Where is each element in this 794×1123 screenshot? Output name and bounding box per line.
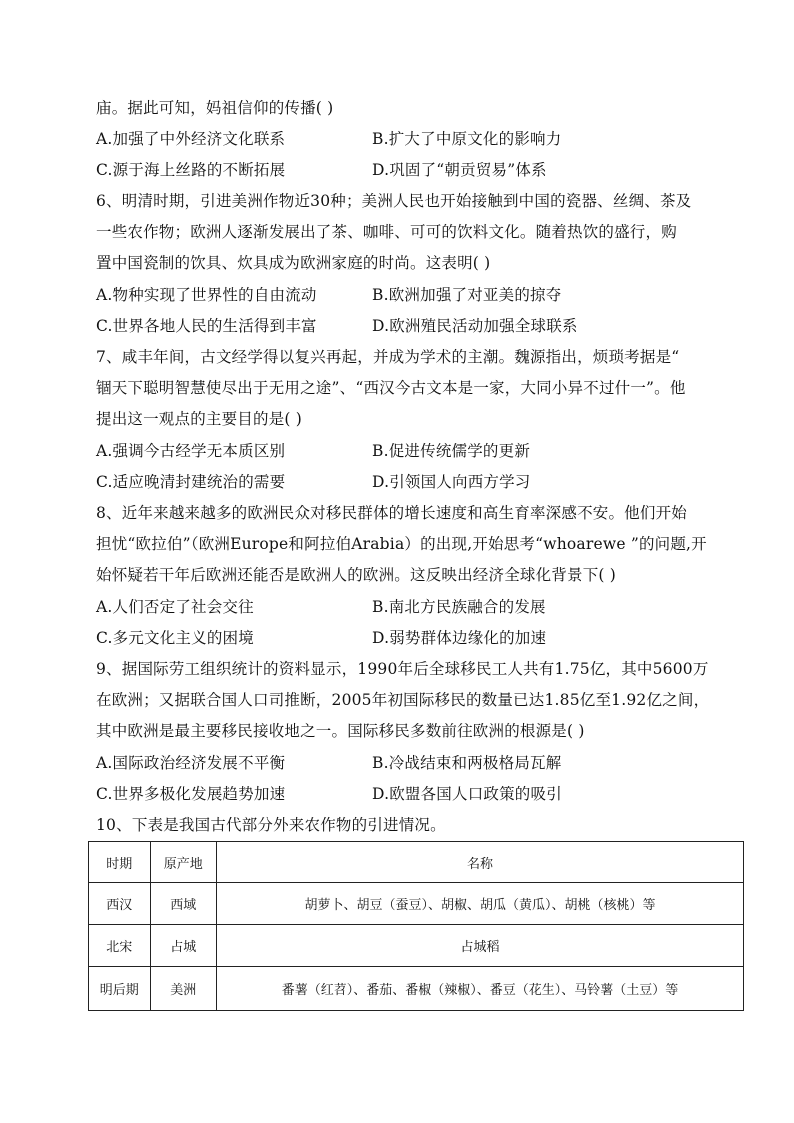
q7-option-c: C.适应晚清封建统治的需要 xyxy=(96,473,286,491)
cell-crop-names: 番薯（红苕）、番茄、番椒（辣椒）、番豆（花生）、马铃薯（土豆）等 xyxy=(216,967,743,1011)
header-period: 时期 xyxy=(89,842,151,883)
q5-option-c: C.源于海上丝路的不断拓展 xyxy=(96,161,286,179)
q5-option-d: D.巩固了“朝贡贸易”体系 xyxy=(372,161,547,179)
q5-option-b: B.扩大了中原文化的影响力 xyxy=(372,130,562,148)
cell-period: 北宋 xyxy=(89,925,151,967)
table-header-row xyxy=(89,842,744,883)
q8-option-c: C.多元文化主义的困境 xyxy=(96,629,254,647)
q8-option-d: D.弱势群体边缘化的加速 xyxy=(372,629,547,647)
header-name: 名称 xyxy=(216,842,743,883)
table-row xyxy=(89,925,744,967)
crops-table xyxy=(88,841,744,1011)
q7-option-d: D.引领国人向西方学习 xyxy=(372,473,531,491)
cell-period: 明后期 xyxy=(89,967,151,1011)
q9-stem-line-1: 9、据国际劳工组织统计的资料显示，1990年后全球移民工人共有1.75亿，其中5600万 xyxy=(96,660,709,678)
q7-option-a: A.强调今古经学无本质区别 xyxy=(96,442,286,460)
q6-option-a: A.物种实现了世界性的自由流动 xyxy=(96,286,317,304)
q8-option-b: B.南北方民族融合的发展 xyxy=(372,598,546,616)
q5-option-a: A.加强了中外经济文化联系 xyxy=(96,130,286,148)
cell-crop-names: 胡萝卜、胡豆（蚕豆）、胡椒、胡瓜（黄瓜）、胡桃（核桃）等 xyxy=(216,883,743,925)
q8-stem-line-1: 8、近年来越来越多的欧洲民众对移民群体的增长速度和高生育率深感不安。他们开始 xyxy=(96,504,687,522)
q7-stem-line-1: 7、咸丰年间，古文经学得以复兴再起，并成为学术的主潮。魏源指出，烦琐考据是“ xyxy=(96,348,680,366)
q10-stem: 10、下表是我国古代部分外来农作物的引进情况。 xyxy=(96,816,446,834)
q6-option-d: D.欧洲殖民活动加强全球联系 xyxy=(372,317,578,335)
table-row xyxy=(89,967,744,1011)
q9-option-d: D.欧盟各国人口政策的吸引 xyxy=(372,785,562,803)
q7-option-b: B.促进传统儒学的更新 xyxy=(372,442,531,460)
table-row xyxy=(89,883,744,925)
cell-origin: 占城 xyxy=(150,925,216,967)
q7-stem-line-3: 提出这一观点的主要目的是( ) xyxy=(96,410,303,428)
q6-stem-line-3: 置中国瓷制的饮具、炊具成为欧洲家庭的时尚。这表明( ) xyxy=(96,254,491,272)
header-origin: 原产地 xyxy=(150,842,216,883)
cell-origin: 西域 xyxy=(150,883,216,925)
cell-origin: 美洲 xyxy=(150,967,216,1011)
cell-period: 西汉 xyxy=(89,883,151,925)
q9-option-c: C.世界多极化发展趋势加速 xyxy=(96,785,286,803)
q9-stem-line-3: 其中欧洲是最主要移民接收地之一。国际移民多数前往欧洲的根源是( ) xyxy=(96,722,585,740)
q6-option-b: B.欧洲加强了对亚美的掠夺 xyxy=(372,286,562,304)
q6-stem-line-1: 6、明清时期，引进美洲作物近30种；美洲人民也开始接触到中国的瓷器、丝绸、茶及 xyxy=(96,192,692,210)
q6-option-c: C.世界各地人民的生活得到丰富 xyxy=(96,317,317,335)
q8-stem-line-3: 始怀疑若干年后欧洲还能否是欧洲人的欧洲。这反映出经济全球化背景下( ) xyxy=(96,566,617,584)
q8-option-a: A.人们否定了社会交往 xyxy=(96,598,254,616)
q9-stem-line-2: 在欧洲；又据联合国人口司推断，2005年初国际移民的数量已达1.85亿至1.92亿之间， xyxy=(96,691,710,709)
q5-stem: 庙。据此可知，妈祖信仰的传播( ) xyxy=(96,99,334,117)
q8-stem-line-2: 担忧“欧拉伯”（欧洲Europe和阿拉伯Arabia）的出现,开始思考“whoarewe ”的问题,开 xyxy=(96,535,707,553)
q6-stem-line-2: 一些农作物；欧洲人逐渐发展出了茶、咖啡、可可的饮料文化。随着热饮的盛行，购 xyxy=(96,223,677,241)
q9-option-a: A.国际政治经济发展不平衡 xyxy=(96,754,286,772)
cell-crop-names: 占城稻 xyxy=(216,925,743,967)
q7-stem-line-2: 锢天下聪明智慧使尽出于无用之途”、“西汉今古文本是一家，大同小异不过什一”。他 xyxy=(96,379,686,397)
q9-option-b: B.冷战结束和两极格局瓦解 xyxy=(372,754,562,772)
